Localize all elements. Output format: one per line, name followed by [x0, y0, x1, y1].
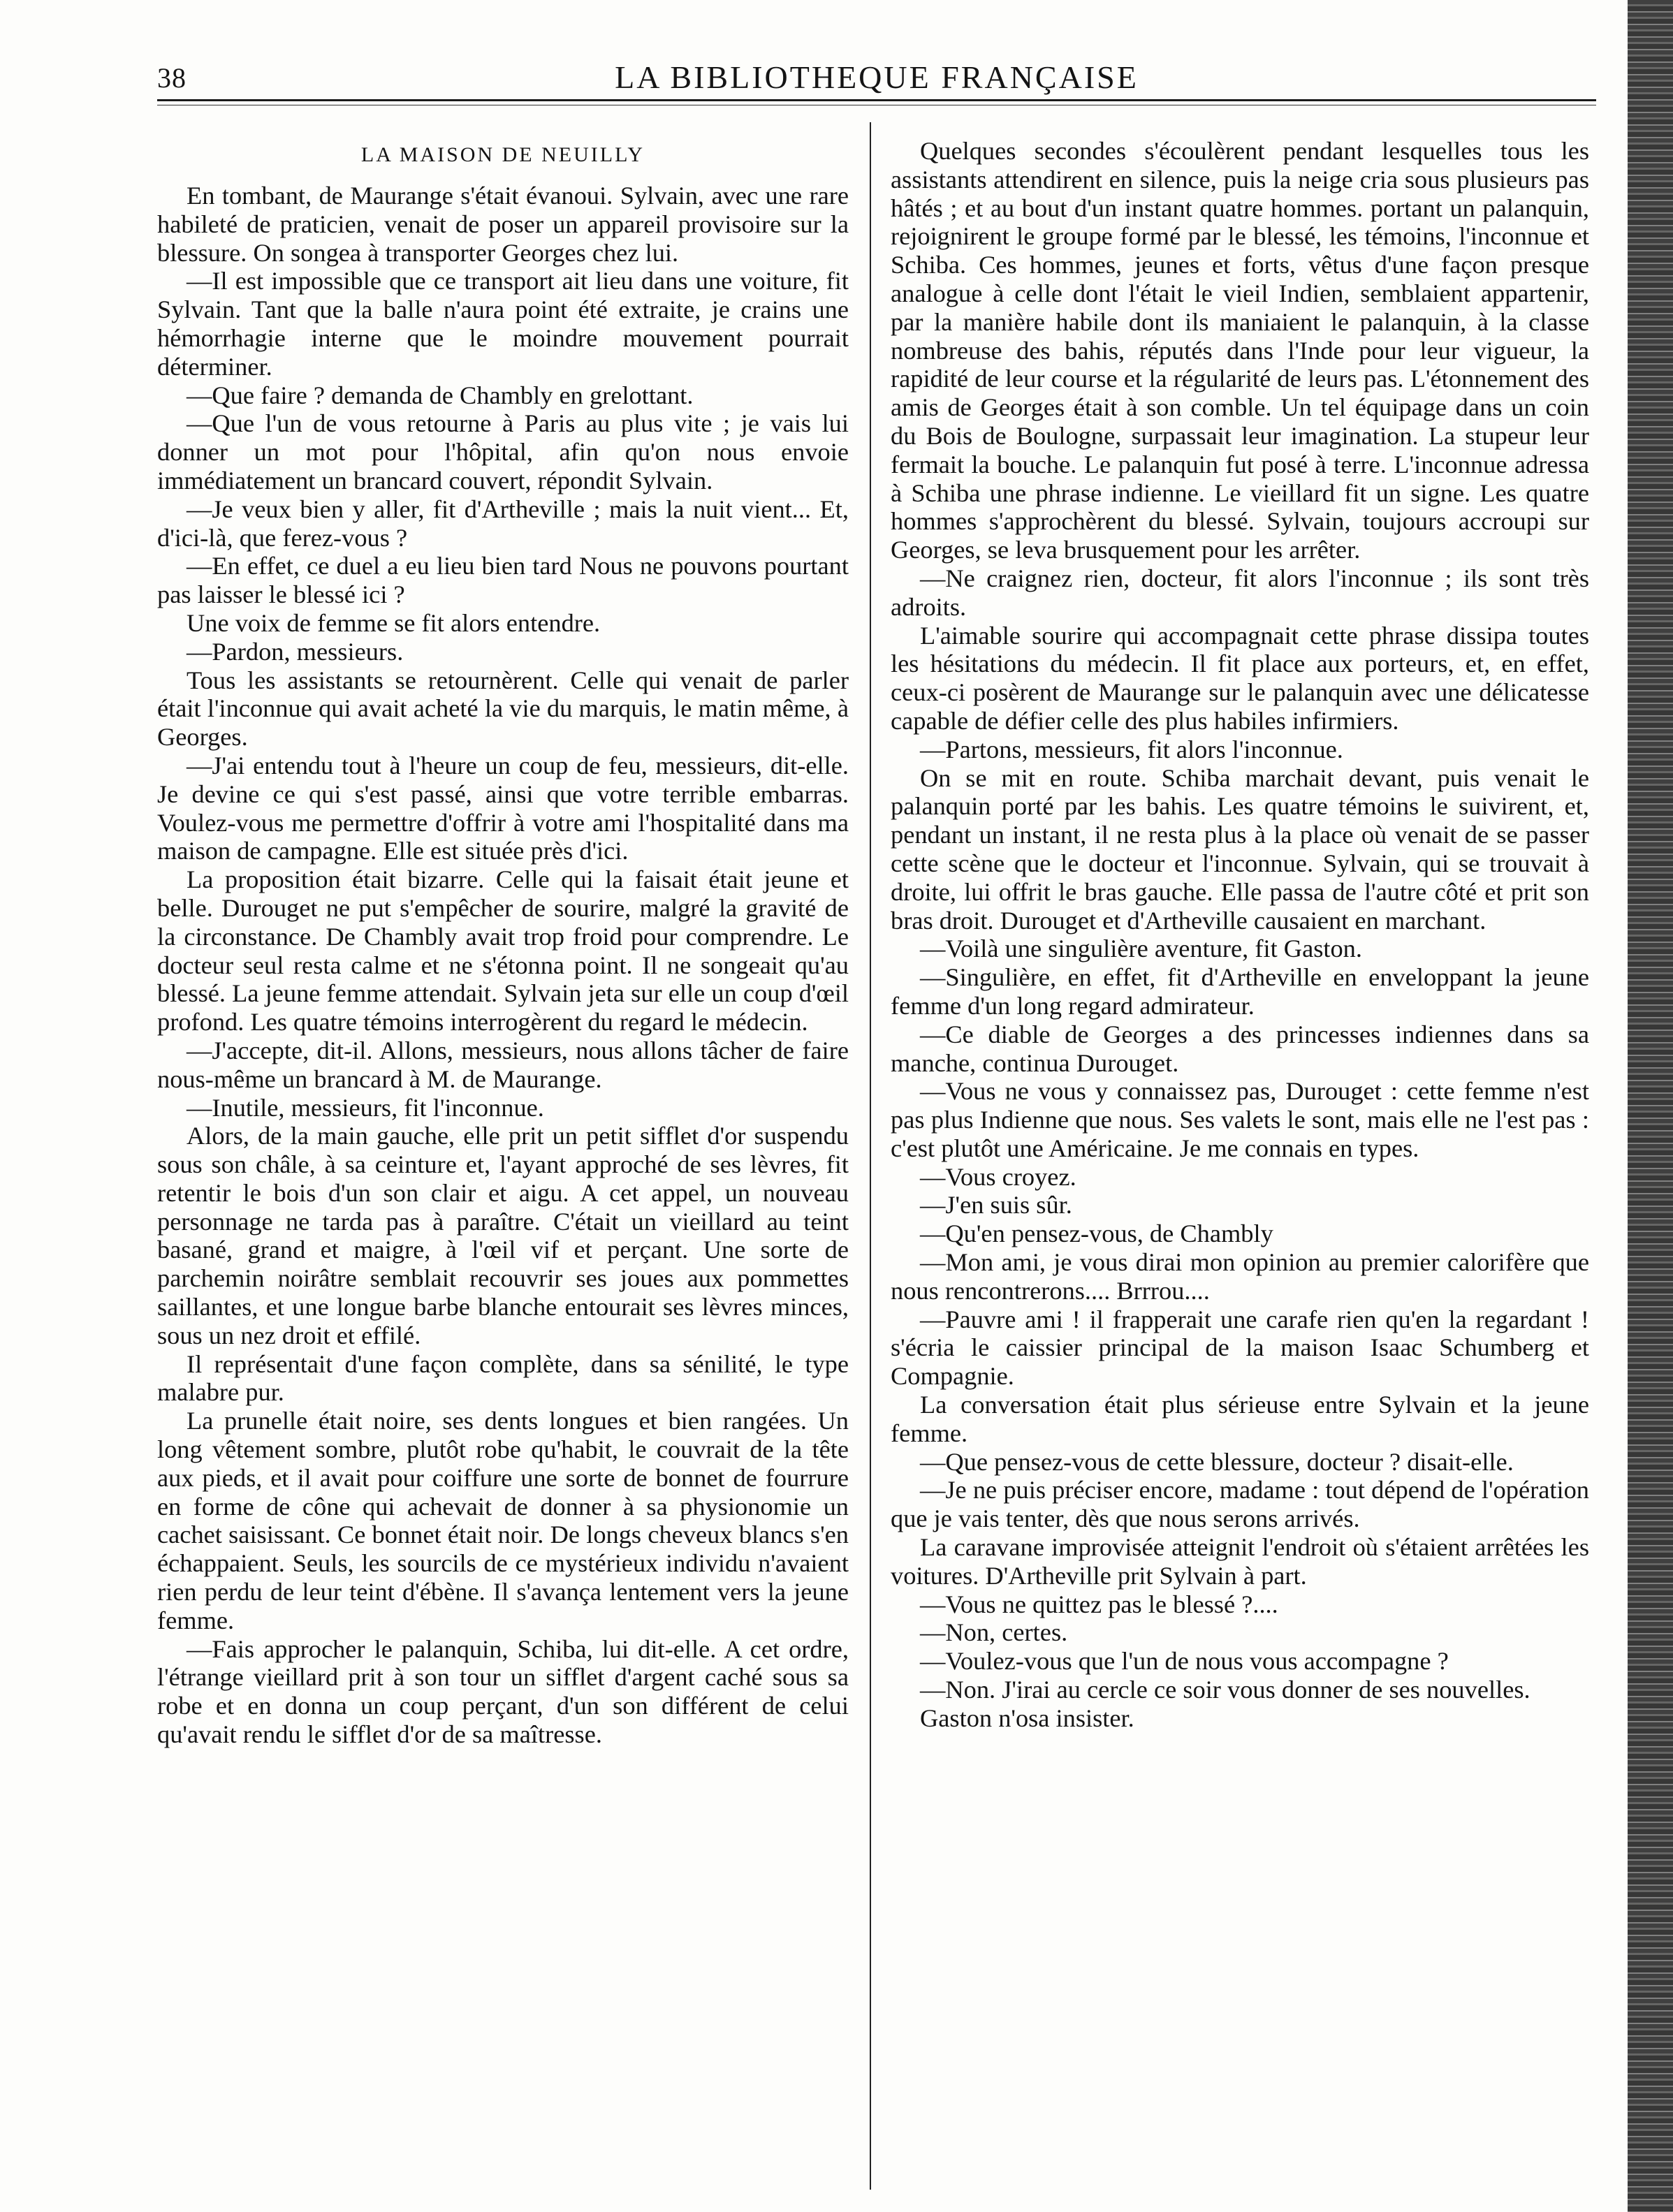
section-title: LA MAISON DE NEUILLY — [360, 143, 645, 166]
paragraph: —Pauvre ami ! il frapperait une carafe rien qu'en la regardant ! s'écria le caissier principal de la maison Isaac Schumberg et Compagnie. — [891, 1305, 1589, 1391]
paragraph: —Mon ami, je vous dirai mon opinion au premier calorifère que nous rencontrerons.... Brrrou.... — [891, 1248, 1589, 1305]
paragraph: —Je veux bien y aller, fit d'Artheville ; mais la nuit vient... Et, d'ici-là, que ferez-vous ? — [157, 495, 849, 552]
paragraph: Une voix de femme se fit alors entendre. — [187, 608, 601, 637]
left-column — [157, 137, 849, 2183]
paragraph: Tous les assistants se retournèrent. Celle qui venait de parler était l'inconnue qui avait acheté la vie du marquis, le matin même, à Georges. — [157, 666, 849, 752]
paragraph: —Fais approcher le palanquin, Schiba, lui dit-elle. A cet ordre, l'étrange vieillard prit à son tour un sifflet d'argent caché sous sa robe et en donna un coup perçant, d'un son différent de celui qu'avait rendu le sifflet d'or de sa maîtresse. — [157, 1634, 849, 1749]
paragraph: En tombant, de Maurange s'était évanoui. Sylvain, avec une rare habileté de praticien, venait de poser un appareil provisoire sur la blessure. On songea à transporter Georges chez lui. — [157, 182, 849, 267]
paragraph: —Ce diable de Georges a des princesses indiennes dans sa manche, continua Durouget. — [891, 1020, 1589, 1077]
paragraph: —Ne craignez rien, docteur, fit alors l'inconnue ; ils sont très adroits. — [891, 564, 1589, 621]
paragraph: —J'accepte, dit-il. Allons, messieurs, nous allons tâcher de faire nous-même un brancard à M. de Maurange. — [157, 1036, 849, 1093]
paragraph: —Pardon, messieurs. — [187, 637, 404, 666]
paragraph: On se mit en route. Schiba marchait devant, puis venait le palanquin porté par les bahis. Les quatre témoins le suivirent, et, pendant un instant, il ne resta plus à la place où venait de se passer cette scène que le docteur et l'inconnue. Sylvain, qui se trouvait à droite, lui offrit le bras gauche. Elle passa de l'autre côté et prit son bras droit. Durouget et d'Artheville causaient en marchant. — [891, 763, 1589, 935]
page-number: 38 — [157, 62, 187, 94]
paragraph: —Il est impossible que ce transport ait lieu dans une voiture, fit Sylvain. Tant que la balle n'aura point été extraite, je crains une hémorrhagie interne que le moindre mouvement pourrait déterminer. — [157, 267, 849, 381]
paragraph: L'aimable sourire qui accompagnait cette phrase dissipa toutes les hésitations du médecin. Il fit place aux porteurs, et, en effet, ceux-ci posèrent de Maurange sur le palanquin avec une délicatesse capable de défier celle des plus habiles infirmiers. — [891, 621, 1589, 735]
paragraph: —Non, certes. — [920, 1618, 1068, 1647]
paragraph: La caravane improvisée atteignit l'endroit où s'étaient arrêtées les voitures. D'Artheville prit Sylvain à part. — [891, 1533, 1589, 1590]
paragraph: —Voulez-vous que l'un de nous vous accompagne ? — [920, 1647, 1449, 1676]
paragraph: —J'ai entendu tout à l'heure un coup de feu, messieurs, dit-elle. Je devine ce qui s'est passé, ainsi que votre terrible embarras. Voulez-vous me permettre d'offrir à votre ami l'hospitalité dans ma maison de campagne. Elle est située près d'ici. — [157, 751, 849, 865]
scanned-page-edge — [1628, 0, 1673, 2212]
paragraph: —Inutile, messieurs, fit l'inconnue. — [187, 1093, 544, 1122]
header-rule — [157, 99, 1596, 101]
paragraph: —Que l'un de vous retourne à Paris au plus vite ; je vais lui donner un mot pour l'hôpital, afin qu'on nous envoie immédiatement un brancard couvert, répondit Sylvain. — [157, 409, 849, 495]
paragraph: —En effet, ce duel a eu lieu bien tard Nous ne pouvons pourtant pas laisser le blessé ici ? — [157, 552, 849, 609]
running-title: LA BIBLIOTHEQUE FRANÇAISE — [615, 59, 1139, 95]
paragraph: —Que pensez-vous de cette blessure, docteur ? disait-elle. — [920, 1447, 1514, 1476]
paragraph: —J'en suis sûr. — [920, 1191, 1072, 1219]
paragraph: —Vous croyez. — [920, 1162, 1076, 1191]
paragraph: —Je ne puis préciser encore, madame : tout dépend de l'opération que je vais tenter, dès que nous serons arrivés. — [891, 1476, 1589, 1533]
paragraph: —Non. J'irai au cercle ce soir vous donner de ses nouvelles. — [920, 1676, 1530, 1704]
paragraph: —Partons, messieurs, fit alors l'inconnue. — [920, 735, 1343, 763]
paragraph: La proposition était bizarre. Celle qui la faisait était jeune et belle. Durouget ne put s'empêcher de sourire, malgré la gravité de la circonstance. De Chambly avait trop froid pour comprendre. Le docteur seul resta calme et ne s'étonna point. Il ne songeait qu'au blessé. La jeune femme attendait. Sylvain jeta sur elle un coup d'œil profond. Les quatre témoins interrogèrent du regard le médecin. — [157, 865, 849, 1037]
page-header — [157, 56, 1596, 112]
right-column — [891, 137, 1589, 2183]
paragraph: —Singulière, en effet, fit d'Artheville en enveloppant la jeune femme d'un long regard admirateur. — [891, 963, 1589, 1020]
paragraph: —Que faire ? demanda de Chambly en grelottant. — [187, 381, 694, 409]
paragraph: —Qu'en pensez-vous, de Chambly — [920, 1219, 1273, 1248]
paragraph: La prunelle était noire, ses dents longues et bien rangées. Un long vêtement sombre, plutôt robe qu'habit, le couvrait de la tête aux pieds, et il avait pour coiffure une sorte de bonnet de fourrure en forme de cône qui achevait de donner à sa physionomie un cachet saisissant. Ce bonnet était noir. De longs cheveux blancs s'en échappaient. Seuls, les sourcils de ce mystérieux individu n'avaient rien perdu de leur teint d'ébène. Il s'avança lentement vers la jeune femme. — [157, 1407, 849, 1634]
paragraph: Il représentait d'une façon complète, dans sa sénilité, le type malabre pur. — [157, 1349, 849, 1407]
paragraph: —Voilà une singulière aventure, fit Gaston. — [920, 935, 1362, 963]
column-divider — [870, 122, 871, 2190]
paragraph: Quelques secondes s'écoulèrent pendant lesquelles tous les assistants attendirent en silence, puis la neige cria sous plusieurs pas hâtés ; et au bout d'un instant quatre hommes. portant un palanquin, rejoignirent le groupe formé par le blessé, les témoins, l'inconnue et Schiba. Ces hommes, jeunes et forts, vêtus d'une façon presque analogue à celle dont l'était le vieil Indien, semblaient appartenir, par la manière habile dont ils maniaient le palanquin, à la classe nombreuse des bahis, réputés dans l'Inde pour leur vigueur, la rapidité de leur course et la régularité de leurs pas. L'étonnement des amis de Georges était à son comble. Un tel équipage dans un coin du Bois de Boulogne, surpassait leur imagination. La stupeur leur fermait la bouche. Le palanquin fut posé à terre. L'inconnue adressa à Schiba une phrase indienne. Le vieillard fit un signe. Les quatre hommes s'approchèrent du blessé. Sylvain, toujours accroupi sur Georges, se leva brusquement pour les arrêter. — [891, 137, 1589, 564]
paragraph: —Vous ne vous y connaissez pas, Durouget : cette femme n'est pas plus Indienne que nous. Ses valets le sont, mais elle ne l'est pas : c'est plutôt une Américaine. Je me connais en types. — [891, 1077, 1589, 1162]
paragraph: Alors, de la main gauche, elle prit un petit sifflet d'or suspendu sous son châle, à sa ceinture et, l'ayant approché de ses lèvres, fit retentir le bois d'un son clair et aigu. A cet appel, un nouveau personnage ne tarda pas à paraître. C'était un vieillard au teint basané, grand et maigre, à l'œil vif et perçant. Une sorte de parchemin noirâtre semblait recouvrir ses joues aux pommettes saillantes, et une longue barbe blanche entourait ses lèvres minces, sous un nez droit et effilé. — [157, 1122, 849, 1349]
paragraph: La conversation était plus sérieuse entre Sylvain et la jeune femme. — [891, 1391, 1589, 1447]
paragraph: —Vous ne quittez pas le blessé ?.... — [920, 1590, 1278, 1618]
paragraph: Gaston n'osa insister. — [920, 1704, 1134, 1732]
